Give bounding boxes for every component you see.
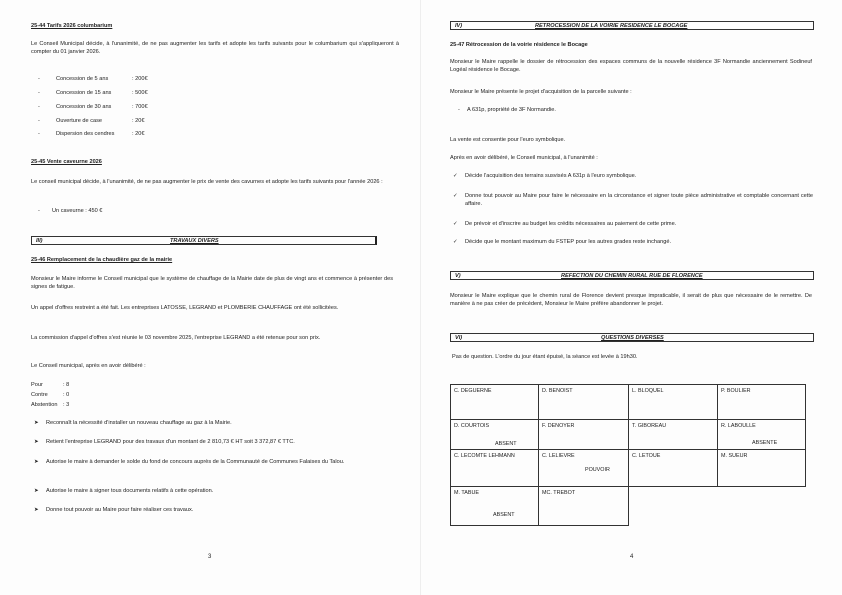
section-bar-chemin-rural (450, 271, 814, 280)
section-bar-questions (450, 333, 814, 342)
arrow-bullet-icon: ➤ (34, 488, 39, 494)
caveurne-item: - Un caveurne : 450 € (38, 208, 103, 214)
signature-cell: C. LECOMTE LEHMANN (450, 449, 539, 487)
vote-line: Contre : 0 (31, 392, 70, 398)
arrow-bullet-icon: ➤ (34, 459, 39, 465)
section-bar-title: QUESTIONS DIVERSES (601, 335, 664, 341)
tariff-item: - Dispersion des cendres : 20€ (38, 131, 145, 137)
section-bar-title: RETROCESSION DE LA VOIRIE RESIDENCE LE BOCAGE (535, 23, 688, 29)
chaudiere-paragraph-1: Monsieur le Maire informe le Conseil municipal que le système de chauffage de la Mairie date de plus de vingt ans et commence à présenter des signes de fatigue. (31, 276, 393, 291)
closing-paragraph: Pas de question. L'ordre du jour étant épuisé, la séance est levée à 19h30. (452, 354, 638, 360)
signature-cell: P. BOULIER (717, 384, 806, 420)
arrow-bullet-icon: ➤ (34, 507, 39, 513)
action-item: ➤ Autorise le maire à signer tous documents relatifs à cette opération. (34, 488, 214, 494)
action-item: ➤ Autorise le maire à demander le solde du fond de concours auprès de la Communauté de Communes Falaises du Talou. (34, 459, 345, 465)
action-item: ➤ Retient l'entreprise LEGRAND pour des travaux d'un montant de 2 810,73 € HT soit 3 372,87 € TTC. (34, 439, 295, 445)
attendance-status: ABSENT (495, 441, 517, 447)
chemin-rural-paragraph: Monsieur le Maire explique que le chemin rural de Florence devient presque impraticable, il serait de plus que nécessaire de le remettre. De manière à ne pas créer de précédent, Monsieur le Maire préfère abandonner le projet. (450, 293, 812, 308)
retrocession-paragraph-4: Après en avoir délibéré, le Conseil municipal, à l'unanimité : (450, 155, 598, 161)
decision-item: ✓ Décide l'acquisition des terrains susvisés A 631p à l'euro symbolique. (453, 173, 637, 179)
attendance-status: POUVOIR (585, 467, 610, 473)
signature-cell: C. DEGUERNE (450, 384, 539, 420)
section-number: V) (455, 273, 461, 279)
decision-item: ✓ Décide que le montant maximum du FSTEP pour les autres grades reste inchangé. (453, 239, 672, 245)
section-number: IV) (455, 23, 463, 29)
signature-cell: MC. TREBOT (538, 486, 629, 526)
retrocession-paragraph-2: Monsieur le Maire présente le projet d'acquisition de la parcelle suivante : (450, 89, 632, 95)
attendance-status: ABSENT (493, 512, 515, 518)
signature-cell: T. GIBOREAU (628, 419, 718, 450)
section-number: VI) (455, 335, 463, 341)
attendance-status: ABSENTE (752, 440, 778, 446)
signature-cell: C. LETOUE M. SUEUR (628, 449, 806, 487)
checkmark-icon: ✓ (453, 239, 458, 245)
section-title-columbarium: 25-44 Tarifs 2026 columbarium (31, 23, 113, 29)
arrow-bullet-icon: ➤ (34, 439, 39, 445)
section-bar-travaux (31, 236, 377, 245)
signature-cell: F. DENOYER (538, 419, 629, 450)
checkmark-icon: ✓ (453, 173, 458, 179)
tariff-item: - Concession de 15 ans : 500€ (38, 90, 148, 96)
signature-cell: D. COURTOIS ABSENT (450, 419, 539, 450)
section-bar-retrocession (450, 21, 814, 30)
decision-item: ✓ Donne tout pouvoir au Maire pour faire le nécessaire en la circonstance et signer toute pièce administrative et comptable concernant cette affaire. (453, 193, 813, 208)
section-title-caveurne: 25-45 Vente caveurne 2026 (31, 159, 102, 165)
chaudiere-paragraph-2: Un appel d'offres restreint a été fait. Les entreprises LATOSSE, LEGRAND et PLOMBERIE CHAUFFAGE ont été sollicitées. (31, 305, 339, 311)
checkmark-icon: ✓ (453, 193, 458, 199)
action-item: ➤ Donne tout pouvoir au Maire pour faire réaliser ces travaux. (34, 507, 194, 513)
vote-line: Pour : 8 (31, 382, 70, 388)
section-title-retrocession: 25-47 Rétrocession de la voirie résidence le Bocage (450, 42, 588, 48)
signature-name: M. SUEUR (721, 453, 748, 459)
section-bar-title: TRAVAUX DIVERS (170, 238, 219, 244)
columbarium-paragraph: Le Conseil Municipal décide, à l'unanimité, de ne pas augmenter les tarifs et adopte les tarifs suivants pour le columbarium qui s'appliqueront à compter du 01 janvier 2026. (31, 41, 399, 56)
parcel-item: - A 631p, propriété de 3F Normandie. (458, 107, 556, 113)
signature-cell: R. LABOULLE ABSENTE (717, 419, 806, 450)
arrow-bullet-icon: ➤ (34, 420, 39, 426)
checkmark-icon: ✓ (453, 221, 458, 227)
page-number: 4 (630, 554, 634, 560)
deliberation-intro: Le Conseil municipal, après en avoir délibéré : (31, 363, 146, 369)
signature-cell: L. BLOQUEL (628, 384, 718, 420)
retrocession-paragraph-3: La vente est consentie pour l'euro symbolique. (450, 137, 566, 143)
signature-cell: C. LELIEVRE POUVOIR (538, 449, 629, 487)
section-title-chaudiere: 25-46 Remplacement de la chaudière gaz de la mairie (31, 257, 173, 263)
section-number: III) (36, 238, 43, 244)
tariff-item: - Ouverture de case : 20€ (38, 118, 145, 124)
signature-cell: D. BENOIST (538, 384, 629, 420)
tariff-item: - Concession de 30 ans : 700€ (38, 104, 148, 110)
caveurne-paragraph: Le conseil municipal décide, à l'unanimité, de ne pas augmenter le prix de vente des cavurnes et adopte les tarifs suivants pour l'année 2026 : (31, 179, 383, 185)
signature-cell: M. TABUE ABSENT (450, 486, 539, 526)
signature-grid (450, 384, 806, 526)
page-number: 3 (208, 554, 212, 560)
section-bar-title: REFECTION DU CHEMIN RURAL RUE DE FLORENCE (561, 273, 703, 279)
tariff-item: - Concession de 5 ans : 200€ (38, 76, 148, 82)
cell-divider (717, 450, 718, 487)
chaudiere-paragraph-3: La commission d'appel d'offres s'est réunie le 03 novembre 2025, l'entreprise LEGRAND a été retenue pour son prix. (31, 335, 321, 341)
retrocession-paragraph-1: Monsieur le Maire rappelle le dossier de rétrocession des espaces communs de la nouvelle résidence 3F Normandie anciennement Sodineuf Logéal résidence le Bocage. (450, 59, 812, 74)
decision-item: ✓ De prévoir et d'inscrire au budget les crédits nécessaires au paiement de cette prime. (453, 221, 677, 227)
vote-line: Abstention : 3 (31, 402, 70, 408)
action-item: ➤ Reconnaît la nécessité d'installer un nouveau chauffage au gaz à la Mairie. (34, 420, 232, 426)
